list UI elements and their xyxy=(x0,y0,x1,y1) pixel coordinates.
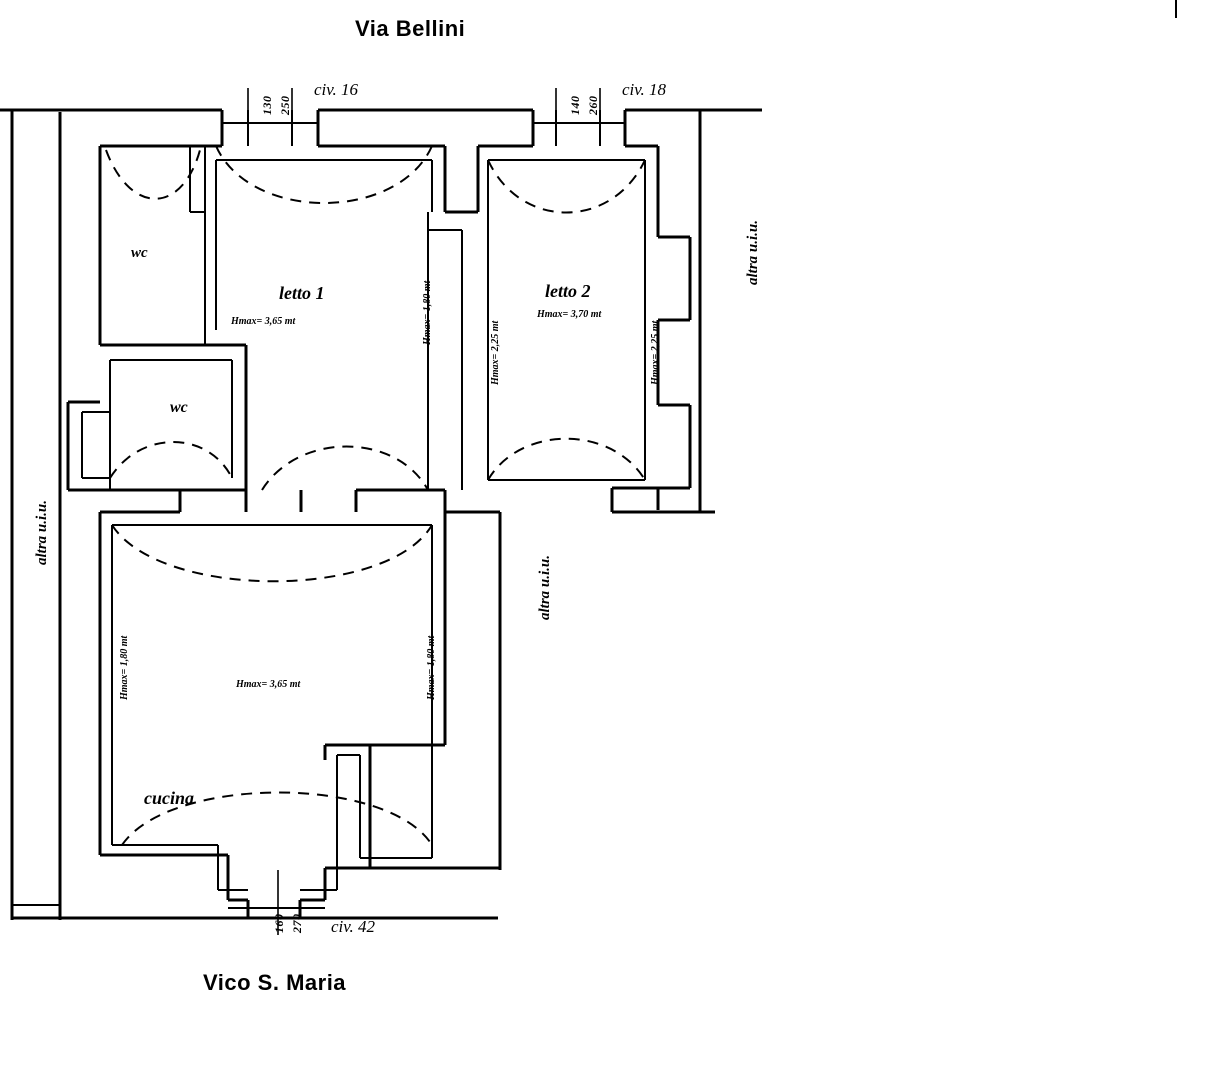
entrance-height-civ16: 250 xyxy=(278,95,292,115)
hmax-cucina: Hmax= 3,65 mt xyxy=(236,679,301,690)
vault-dashed-lines xyxy=(106,146,645,845)
hmax-letto1: Hmax= 3,65 mt xyxy=(231,316,296,327)
entrance-width-civ16: 130 xyxy=(260,95,274,115)
street-title-bottom: Vico S. Maria xyxy=(203,970,347,995)
entrance-label-civ16: civ. 16 xyxy=(314,80,359,99)
neighbour-label-right: altra u.i.u. xyxy=(745,219,761,285)
neighbour-label-center: altra u.i.u. xyxy=(537,554,553,620)
hmax-note-letto2-left: Hmax= 2,25 mt xyxy=(490,320,501,385)
hmax-note-cucina-left: Hmax= 1,80 mt xyxy=(119,635,130,700)
hmax-note-letto1-right: Hmax= 1,80 mt xyxy=(422,280,433,345)
hmax-note-cucina-right: Hmax= 1,80 mt xyxy=(426,635,437,700)
entrance-height-civ42: 270 xyxy=(290,913,304,933)
room-label-letto2: letto 2 xyxy=(545,281,591,301)
street-title-top: Via Bellini xyxy=(355,16,466,41)
entrance-width-civ42: 160 xyxy=(272,913,286,933)
hmax-letto2: Hmax= 3,70 mt xyxy=(537,309,602,320)
room-label-letto1: letto 1 xyxy=(279,283,325,303)
entrance-width-civ18: 140 xyxy=(568,95,582,115)
hmax-note-letto2-right: Hmax= 2,25 mt xyxy=(650,320,661,385)
room-label-wc-lower: wc xyxy=(170,399,188,416)
room-label-wc-upper: wc xyxy=(131,245,148,261)
entrance-label-civ42: civ. 42 xyxy=(331,917,376,936)
boundary-lines xyxy=(0,110,762,920)
room-label-cucina: cucina xyxy=(144,788,195,808)
neighbour-label-left: altra u.i.u. xyxy=(34,499,50,565)
entrance-height-civ18: 260 xyxy=(586,95,600,115)
entrance-label-civ18: civ. 18 xyxy=(622,80,667,99)
